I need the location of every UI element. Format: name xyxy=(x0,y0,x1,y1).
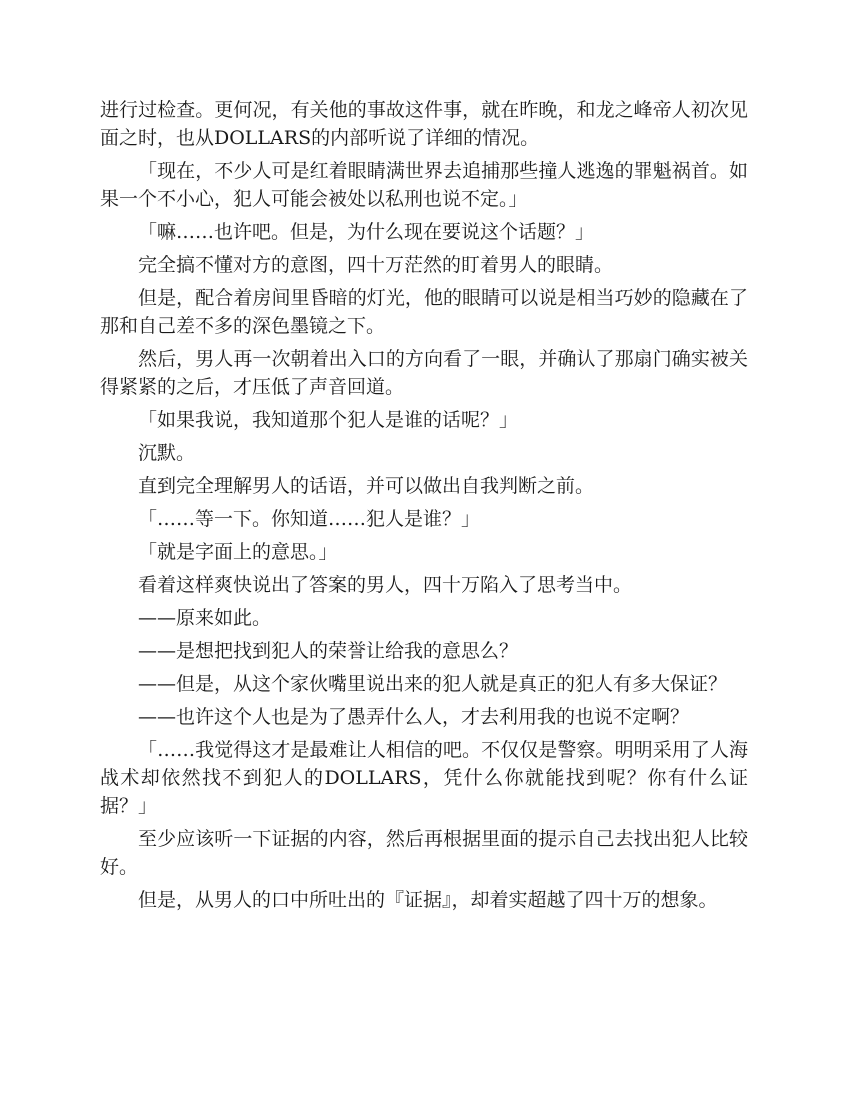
document-page xyxy=(100,96,748,919)
paragraph: 完全搞不懂对方的意图，四十万茫然的盯着男人的眼睛。 xyxy=(138,254,614,276)
paragraph: 但是，从男人的口中所吐出的『证据』，却着实超越了四十万的想象。 xyxy=(138,889,718,911)
paragraph: ——是想把找到犯人的荣誉让给我的意思么？ xyxy=(138,640,519,662)
paragraph: 进行过检查。更何况，有关他的事故这件事，就在昨晚，和龙之峰帝人初次见面之时，也从DOLLARS的内部听说了详细的情况。 xyxy=(100,99,748,149)
paragraph: ——但是，从这个家伙嘴里说出来的犯人就是真正的犯人有多大保证？ xyxy=(138,673,728,695)
paragraph: 「……等一下。你知道……犯人是谁？」 xyxy=(138,508,481,530)
paragraph: ——原来如此。 xyxy=(138,607,272,629)
paragraph: 沉默。 xyxy=(138,442,196,464)
paragraph: 然后，男人再一次朝着出入口的方向看了一眼，并确认了那扇门确实被关得紧紧的之后，才压低了声音回道。 xyxy=(100,348,748,398)
paragraph: 看着这样爽快说出了答案的男人，四十万陷入了思考当中。 xyxy=(138,574,633,596)
paragraph: 「如果我说，我知道那个犯人是谁的话呢？」 xyxy=(138,409,519,431)
paragraph: 至少应该听一下证据的内容，然后再根据里面的提示自己去找出犯人比较好。 xyxy=(100,828,748,878)
paragraph: 「嘛……也许吧。但是，为什么现在要说这个话题？」 xyxy=(138,221,595,243)
paragraph: 但是，配合着房间里昏暗的灯光，他的眼睛可以说是相当巧妙的隐藏在了那和自己差不多的深色墨镜之下。 xyxy=(100,287,748,337)
paragraph: 直到完全理解男人的话语，并可以做出自我判断之前。 xyxy=(138,475,595,497)
paragraph: 「……我觉得这才是最难让人相信的吧。不仅仅是警察。明明采用了人海战术却依然找不到犯人的DOLLARS，凭什么你就能找到呢？你有什么证据？」 xyxy=(100,739,748,817)
paragraph: 「就是字面上的意思。」 xyxy=(138,541,338,563)
paragraph: 「现在，不少人可是红着眼睛满世界去追捕那些撞人逃逸的罪魁祸首。如果一个不小心，犯人可能会被处以私刑也说不定。」 xyxy=(100,160,748,210)
paragraph: ——也许这个人也是为了愚弄什么人，才去利用我的也说不定啊？ xyxy=(138,706,690,728)
